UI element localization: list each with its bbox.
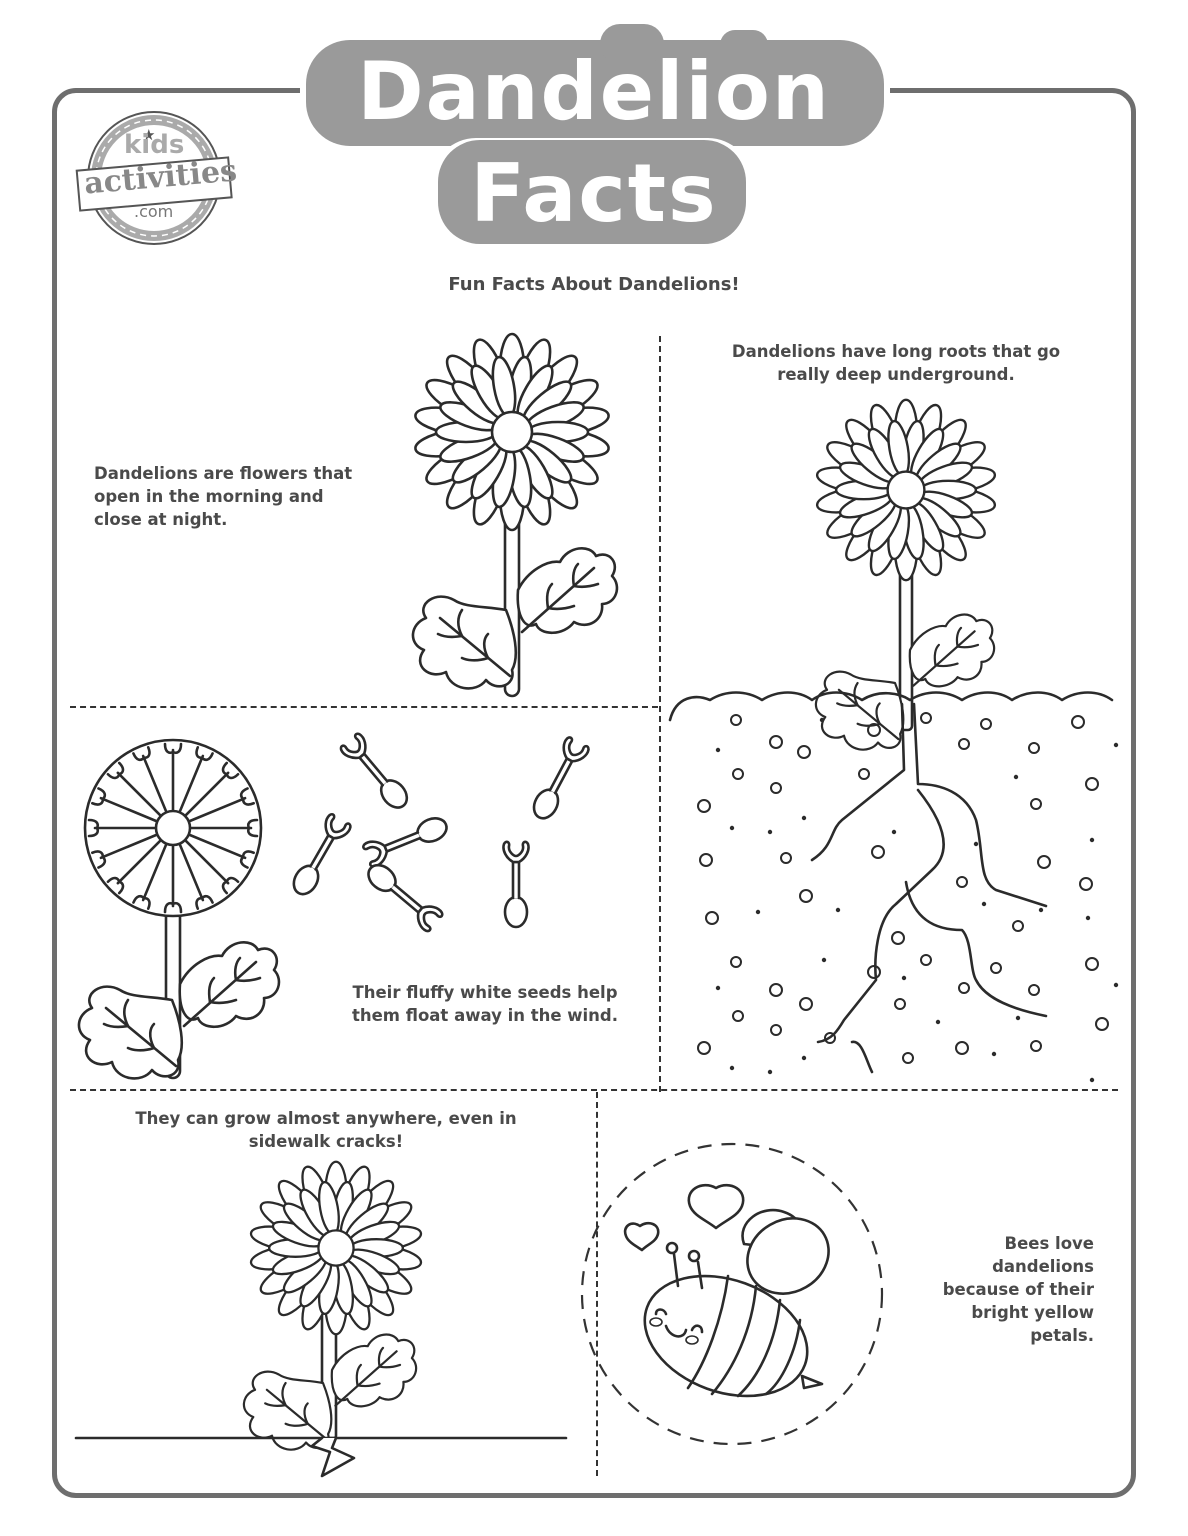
fact-text-line: them float away in the wind. xyxy=(351,1006,619,1025)
title-line-1: Dandelion xyxy=(357,45,831,138)
fact-text-line: bright yellow xyxy=(971,1303,1094,1322)
logo-text-com: .com xyxy=(134,202,174,221)
fact-text-line: petals. xyxy=(1030,1326,1094,1345)
fact-text-line: sidewalk cracks! xyxy=(248,1132,404,1151)
fact-morning-night xyxy=(94,462,352,531)
dandelion-seed-head-illustration xyxy=(60,720,620,1090)
fact-bees xyxy=(900,1232,1094,1347)
fact-text-line: really deep underground. xyxy=(777,365,1015,384)
roots xyxy=(812,704,1046,1072)
floating-seeds xyxy=(288,732,590,933)
fact-text-line: Dandelions are flowers that xyxy=(94,464,353,483)
divider-horizontal-middle xyxy=(70,706,658,708)
fact-text-line: dandelions xyxy=(992,1257,1094,1276)
subtitle: Fun Facts About Dandelions! xyxy=(448,274,740,295)
heart-small-icon xyxy=(625,1223,658,1250)
divider-vertical-top xyxy=(659,336,661,1092)
logo-text-activities: activities xyxy=(82,153,239,202)
dandelion-in-crack-illustration xyxy=(60,1150,600,1520)
bee-stinger xyxy=(802,1376,822,1388)
fact-sidewalk-cracks xyxy=(96,1107,556,1153)
fact-text-line: Bees love xyxy=(1004,1234,1094,1253)
dandelion-flower-illustration xyxy=(390,320,630,700)
fact-text-line: close at night. xyxy=(94,510,228,529)
fact-text-line: Their fluffy white seeds help xyxy=(352,983,618,1002)
fact-text-line: They can grow almost anywhere, even in xyxy=(135,1109,517,1128)
dandelion-with-roots-illustration xyxy=(666,400,1126,1090)
logo-text-kids: kids xyxy=(124,130,185,160)
crack-icon xyxy=(312,1438,354,1476)
kids-activities-logo xyxy=(76,108,239,248)
title-line-2: Facts xyxy=(470,147,718,240)
fact-text-line: Dandelions have long roots that go xyxy=(731,342,1061,361)
bee-with-hearts-illustration xyxy=(576,1130,896,1460)
seed-head xyxy=(85,740,261,916)
fact-text-line: open in the morning and xyxy=(94,487,324,506)
fact-text-line: because of their xyxy=(942,1280,1094,1299)
heart-large-icon xyxy=(689,1185,743,1228)
fact-long-roots xyxy=(680,340,1112,386)
